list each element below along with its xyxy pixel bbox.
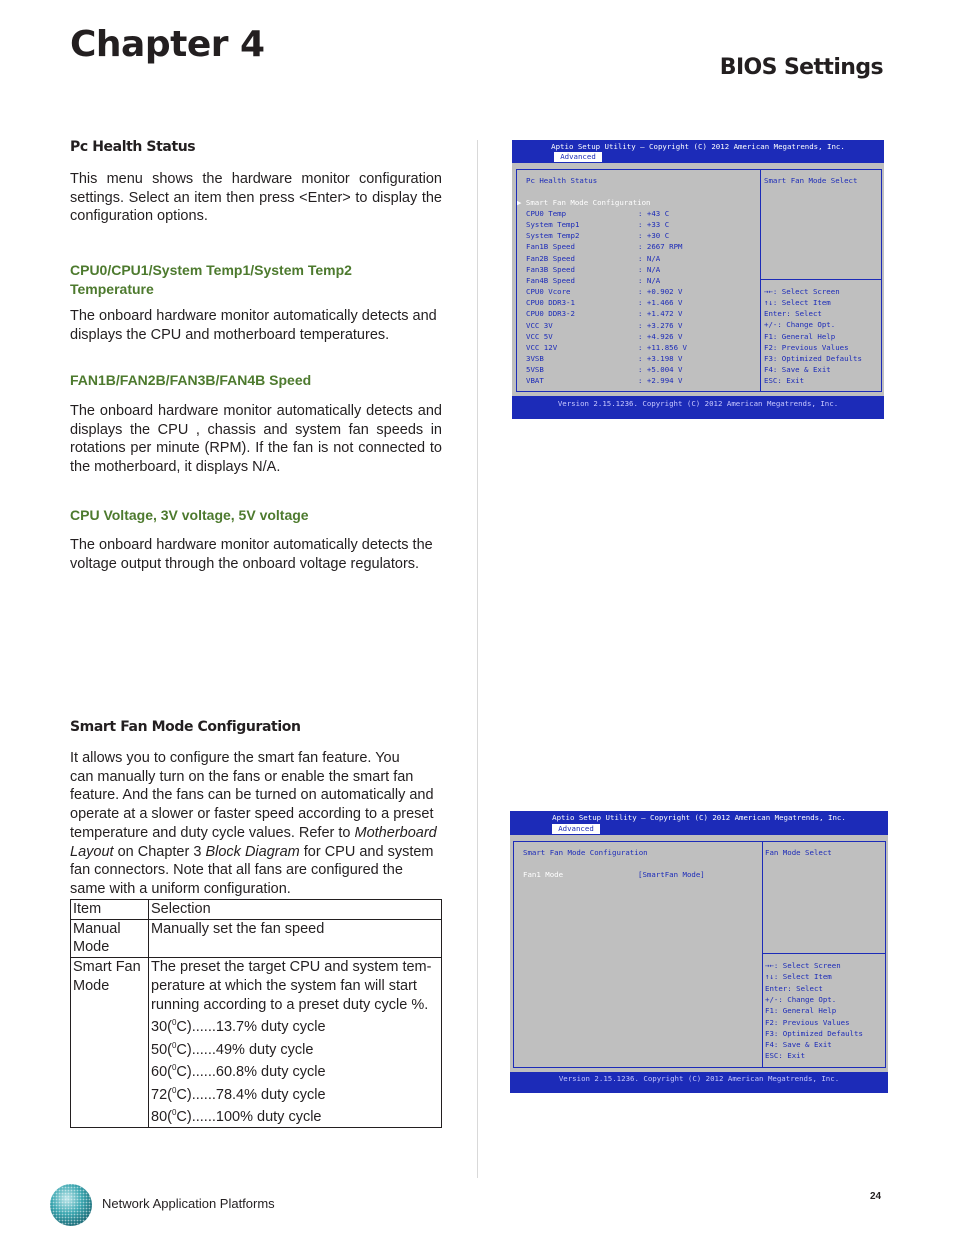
bios-key-help: Enter: Select — [764, 309, 822, 319]
bios-tab-advanced: Advanced — [554, 152, 602, 162]
duty-temp: 60( — [151, 1064, 172, 1081]
selection-line: The preset the target CPU and system tem- — [151, 959, 432, 976]
smart-fan-heading: Smart Fan Mode Configuration — [70, 719, 301, 735]
smart-fan-line: operate at a slower or faster speed according to a preset — [70, 806, 434, 823]
bios-row-label: System Temp1 — [526, 220, 580, 230]
temp-text: The onboard hardware monitor automatically detects and displays the CPU and motherboard temperatures. — [70, 308, 437, 343]
bios-key-help: ↑↓: Select Item — [764, 298, 831, 308]
bios-vertical-divider — [762, 841, 763, 1067]
temp-heading-line2: Temperature — [70, 281, 154, 297]
bios-key-help: F2: Previous Values — [765, 1017, 850, 1027]
smart-fan-line-part: temperature and duty cycle values. Refer to — [70, 824, 351, 841]
bios-row-label: CPU0 DDR3-1 — [526, 298, 575, 308]
bios-key-help: Enter: Select — [765, 983, 823, 993]
item-line: Smart Fan — [73, 959, 141, 976]
duty-temp: 30( — [151, 1019, 172, 1036]
bios-body — [510, 835, 888, 1072]
smart-fan-line: It allows you to configure the smart fan feature. You — [70, 750, 400, 766]
bios-row-value: : +33 C — [638, 220, 670, 230]
bios-key-help: F3: Optimized Defaults — [764, 353, 862, 363]
smart-fan-line: same with a uniform configuration. — [70, 880, 291, 897]
duty-rest: C)......100% duty cycle — [176, 1109, 322, 1126]
bios-row-label: Fan3B Speed — [526, 264, 575, 274]
bios-key-help: +/-: Change Opt. — [765, 994, 837, 1004]
item-line: Mode — [73, 939, 110, 956]
selection-line: running according to a preset duty cycle %. — [151, 996, 429, 1013]
company-logo-icon — [49, 1183, 93, 1227]
ref-layout: Layout — [70, 843, 114, 860]
bios-screenshot-smart-fan — [510, 811, 888, 1093]
column-divider — [477, 140, 478, 1178]
bios-row-value: : +1.466 V — [638, 298, 683, 308]
table-cell-item — [71, 919, 149, 957]
bios-version: Version 2.15.1236. Copyright (C) 2012 American Megatrends, Inc. — [557, 399, 839, 408]
bios-row-value: : +11.856 V — [638, 342, 687, 352]
table-header-row — [71, 900, 442, 920]
bios-row-label: Fan1B Speed — [526, 242, 575, 252]
bios-key-help: F3: Optimized Defaults — [765, 1028, 863, 1038]
bios-row-label: Fan2B Speed — [526, 253, 575, 263]
bios-key-help: ↑↓: Select Item — [765, 972, 832, 982]
temp-heading — [70, 261, 352, 299]
degree-sup: 0 — [171, 1040, 177, 1050]
bios-vertical-divider — [760, 169, 761, 391]
footer-text: Network Application Platforms — [102, 1196, 275, 1211]
duty-rest: C)......49% duty cycle — [176, 1041, 314, 1058]
degree-sup: 0 — [171, 1018, 177, 1028]
bios-tab-advanced: Advanced — [552, 824, 600, 834]
table-cell-selection: Manually set the fan speed — [149, 919, 442, 957]
degree-sup: 0 — [171, 1063, 177, 1073]
bios-help-title: Smart Fan Mode Select — [764, 176, 858, 185]
duty-line — [151, 1059, 439, 1082]
bios-row-value: : +3.198 V — [638, 353, 683, 363]
bios-row-value: : +5.004 V — [638, 365, 683, 375]
duty-temp: 50( — [151, 1041, 172, 1058]
bios-help-title: Fan Mode Select — [765, 848, 832, 857]
bios-row-value: : N/A — [638, 264, 661, 274]
degree-sup: 0 — [171, 1085, 177, 1095]
duty-temp: 72( — [151, 1086, 172, 1103]
item-line: Mode — [73, 977, 110, 994]
bios-row-value: : +0.902 V — [638, 287, 683, 297]
fan-text: The onboard hardware monitor automatically detects and displays the CPU , chassis and system fan speeds in rotations per minute (RPM). If the fan is not connected to the motherboard, it displays N/A. — [70, 403, 442, 476]
bios-row-label: VCC 3V — [526, 320, 553, 330]
bios-key-help: F1: General Help — [764, 331, 836, 341]
bios-row-label: CPU0 Temp — [526, 209, 567, 218]
duty-line — [151, 1014, 439, 1037]
bios-row-value: : +30 C — [638, 231, 670, 241]
voltage-heading: CPU Voltage, 3V voltage, 5V voltage — [70, 507, 309, 523]
bios-heading: Pc Health Status — [526, 176, 598, 185]
bios-row-label: VCC 12V — [526, 342, 558, 352]
bios-row-value: : +1.472 V — [638, 309, 683, 319]
bios-row-label: CPU0 Vcore — [526, 287, 571, 297]
bios-key-help: →←: Select Screen — [765, 961, 841, 970]
bios-row-label: VBAT — [526, 376, 544, 386]
bios-body — [512, 163, 884, 396]
bios-row-value: : 2667 RPM — [638, 242, 683, 252]
bios-row-value[interactable]: [SmartFan Mode] — [638, 870, 705, 879]
bios-row-value: : N/A — [638, 275, 661, 285]
smart-fan-line: fan connectors. Note that all fans are configured the — [70, 862, 403, 879]
bios-row-value: : N/A — [638, 253, 661, 263]
bios-row-label: CPU0 DDR3-2 — [526, 309, 575, 319]
smart-fan-line: feature. And the fans can be turned on automatically and — [70, 787, 434, 804]
duty-rest: C)......60.8% duty cycle — [176, 1064, 326, 1081]
bios-key-help: F1: General Help — [765, 1006, 837, 1016]
bios-help-divider — [763, 953, 885, 954]
bios-key-help: +/-: Change Opt. — [764, 320, 836, 330]
chapter-title: Chapter 4 — [70, 24, 265, 65]
bios-row-value: : +3.276 V — [638, 320, 683, 330]
duty-line — [151, 1037, 439, 1060]
ref-block-diagram: Block Diagram — [205, 843, 300, 860]
bios-row-label: 3VSB — [526, 353, 544, 363]
table-row — [71, 958, 442, 1128]
bios-row-value: : +4.926 V — [638, 331, 683, 341]
smart-fan-line: can manually turn on the fans or enable the smart fan — [70, 768, 414, 785]
section-title: BIOS Settings — [719, 55, 883, 80]
smart-fan-line-part: on Chapter 3 — [113, 843, 206, 860]
bios-title: Aptio Setup Utility – Copyright (C) 2012 American Megatrends, Inc. — [551, 142, 845, 151]
temp-heading-line1: CPU0/CPU1/System Temp1/System Temp2 — [70, 262, 352, 278]
page-number: 24 — [870, 1191, 882, 1202]
bios-submenu-item: ▶ Smart Fan Mode Configuration — [517, 198, 651, 207]
duty-line — [151, 1082, 439, 1105]
smart-fan-line-part: for CPU and system — [299, 843, 434, 860]
table-cell-selection — [149, 958, 442, 1128]
table-cell-item — [71, 958, 149, 1128]
item-line: Manual — [73, 920, 121, 937]
voltage-text: The onboard hardware monitor automatically detects the voltage output through the onboard voltage regulators. — [70, 537, 433, 572]
bios-key-help: F4: Save & Exit — [765, 1040, 832, 1050]
bios-key-help: F2: Previous Values — [764, 342, 849, 352]
fan-mode-table — [70, 899, 442, 1128]
bios-title: Aptio Setup Utility – Copyright (C) 2012 American Megatrends, Inc. — [552, 813, 846, 822]
duty-line — [151, 1104, 439, 1127]
bios-row-label: VCC 5V — [526, 331, 553, 341]
bios-key-help: ESC: Exit — [764, 376, 805, 386]
table-header: Item — [71, 900, 149, 920]
duty-rest: C)......78.4% duty cycle — [176, 1086, 326, 1103]
bios-key-help: F4: Save & Exit — [764, 365, 831, 375]
bios-screenshot-pc-health — [512, 140, 884, 419]
bios-row-label: 5VSB — [526, 365, 544, 375]
bios-row-label: Fan4B Speed — [526, 275, 575, 285]
bios-heading: Smart Fan Mode Configuration — [523, 848, 648, 857]
bios-row-label: Fan1 Mode — [523, 870, 564, 879]
bios-row-label: System Temp2 — [526, 231, 580, 241]
pc-health-heading: Pc Health Status — [70, 139, 196, 155]
smart-fan-text — [70, 749, 450, 899]
degree-sup: 0 — [171, 1108, 177, 1118]
fan-heading: FAN1B/FAN2B/FAN3B/FAN4B Speed — [70, 372, 312, 388]
bios-row-value: : +43 C — [638, 209, 670, 218]
bios-key-help: →←: Select Screen — [764, 287, 840, 296]
smart-fan-line — [70, 824, 450, 843]
ref-motherboard: Motherboard — [354, 824, 437, 841]
table-row — [71, 919, 442, 957]
table-header: Selection — [149, 900, 442, 920]
duty-rest: C)......13.7% duty cycle — [176, 1019, 326, 1036]
selection-line: perature at which the system fan will start — [151, 977, 417, 994]
bios-key-help: ESC: Exit — [765, 1051, 806, 1061]
bios-version: Version 2.15.1236. Copyright (C) 2012 American Megatrends, Inc. — [558, 1074, 840, 1083]
bios-help-divider — [761, 279, 881, 280]
bios-row-value: : +2.994 V — [638, 376, 683, 386]
duty-temp: 80( — [151, 1109, 172, 1126]
pc-health-text: This menu shows the hardware monitor configuration settings. Select an item then press <Enter> to display the configuration options. — [70, 171, 442, 225]
smart-fan-line — [70, 843, 450, 862]
